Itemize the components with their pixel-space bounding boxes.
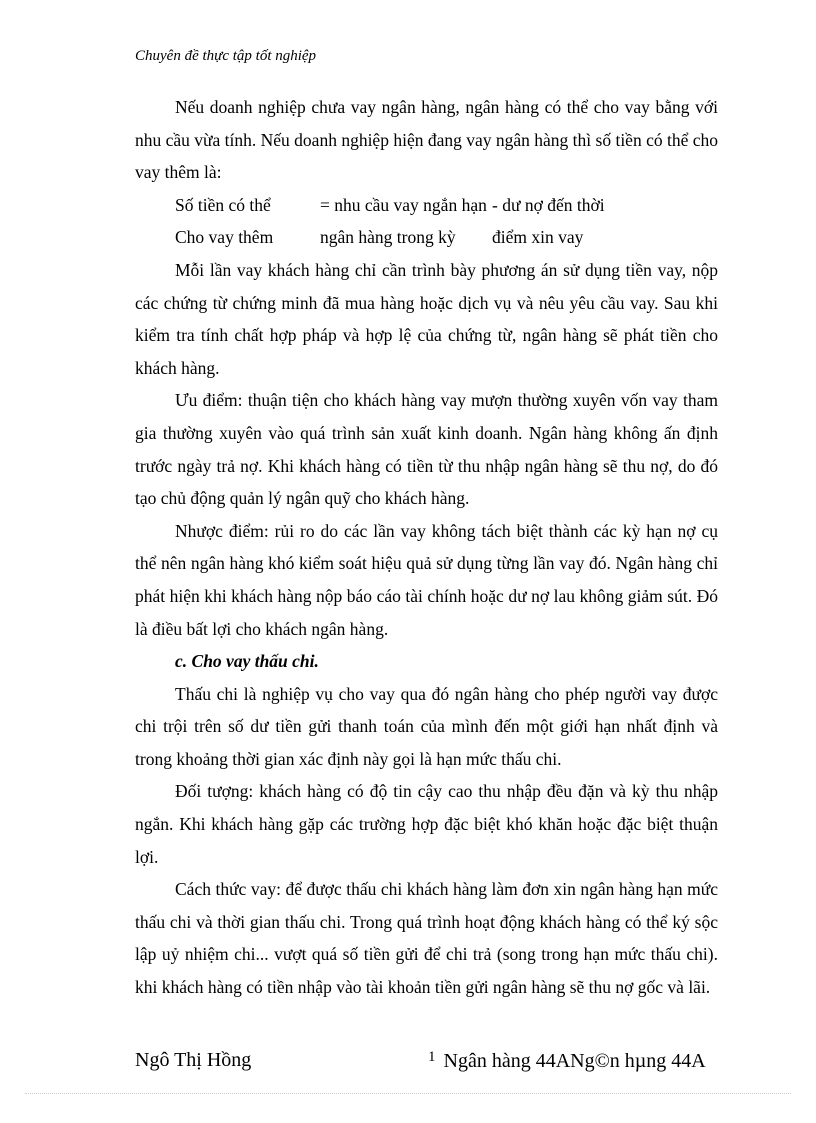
footer-author: Ngô Thị Hồng xyxy=(135,1049,252,1071)
formula-term-debt-2: điểm xin vay xyxy=(492,227,584,248)
formula-term-label: Số tiền có thể xyxy=(175,194,271,215)
document-body xyxy=(135,91,718,1004)
paragraph-loan-procedure: Mỗi lần vay khách hàng chỉ cần trình bày phương án sử dụng tiền vay, nộp các chứng từ chứng minh đã mua hàng hoặc dịch vụ và nêu yêu cầu vay. Sau khi kiểm tra tính chất hợp pháp và hợp lệ của chứng từ, ngân hàng sẽ phát tiền cho khách hàng. xyxy=(135,259,718,378)
paragraph-overdraft-definition: Thấu chi là nghiệp vụ cho vay qua đó ngân hàng cho phép người vay được chi trội trên số dư tiền gửi thanh toán của mình đến một giới hạn nhất định và trong khoảng thời gian xác định này gọi là hạn mức thấu chi. xyxy=(135,683,718,769)
page-number: 1 xyxy=(428,1049,436,1065)
footer-class-text: Ngân hàng 44ANg©n hµng 44A xyxy=(443,1050,706,1072)
paragraph-eligible-customers: Đối tượng: khách hàng có độ tin cậy cao thu nhập đều đặn và kỳ thu nhập ngắn. Khi khách hàng gặp các trường hợp đặc biệt khó khăn hoặc đặc biệt thuận lợi. xyxy=(135,781,718,867)
paragraph-disadvantages: Nhược điểm: rủi ro do các lần vay không tách biệt thành các kỳ hạn nợ cụ thể nên ngân hàng khó kiểm soát hiệu quả sử dụng từng lần vay đó. Ngân hàng chỉ phát hiện khi khách hàng nộp báo cáo tài chính hoặc dư nợ lau không giảm sút. Đó là điều bất lợi cho khách ngân hàng. xyxy=(135,520,718,639)
page-bottom-divider xyxy=(25,1093,791,1094)
formula-term-debt: - dư nợ đến thời xyxy=(492,194,605,215)
paragraph-borrowing-method: Cách thức vay: để được thấu chi khách hàng làm đơn xin ngân hàng hạn mức thấu chi và thời gian thấu chi. Trong quá trình hoạt động khách hàng có thể ký sộc lập uỷ nhiệm chi... vượt quá số tiền gửi để chi trả (song trong hạn mức thấu chi). khi khách hàng có tiền nhập vào tài khoản tiền gửi ngân hàng sẽ thu nợ gốc và lãi. xyxy=(135,879,718,998)
loan-formula xyxy=(135,189,718,254)
footer-class xyxy=(428,1049,706,1073)
formula-row-1 xyxy=(135,189,718,222)
page-header: Chuyên đề thực tập tốt nghiệp xyxy=(135,48,317,64)
formula-term-need: = nhu cầu vay ngắn hạn xyxy=(320,194,487,215)
formula-row-2 xyxy=(135,221,718,254)
paragraph-advantages: Ưu điểm: thuận tiện cho khách hàng vay mượn thường xuyên vốn vay tham gia thường xuyên vào quá trình sản xuất kinh doanh. Ngân hàng không ấn định trước ngày trả nợ. Khi khách hàng có tiền từ thu nhập ngân hàng sẽ thu nợ, do đó tạo chủ động quản lý ngân quỹ cho khách hàng. xyxy=(135,390,718,509)
formula-term-need-2: ngân hàng trong kỳ xyxy=(320,227,456,248)
section-heading-overdraft: c. Cho vay thấu chi. xyxy=(175,651,319,672)
paragraph-loan-capacity: Nếu doanh nghiệp chưa vay ngân hàng, ngân hàng có thể cho vay bằng với nhu cầu vừa tính. Nếu doanh nghiệp hiện đang vay ngân hàng thì số tiền có thể cho vay thêm là: xyxy=(135,97,718,183)
formula-term-label-2: Cho vay thêm xyxy=(175,227,274,248)
